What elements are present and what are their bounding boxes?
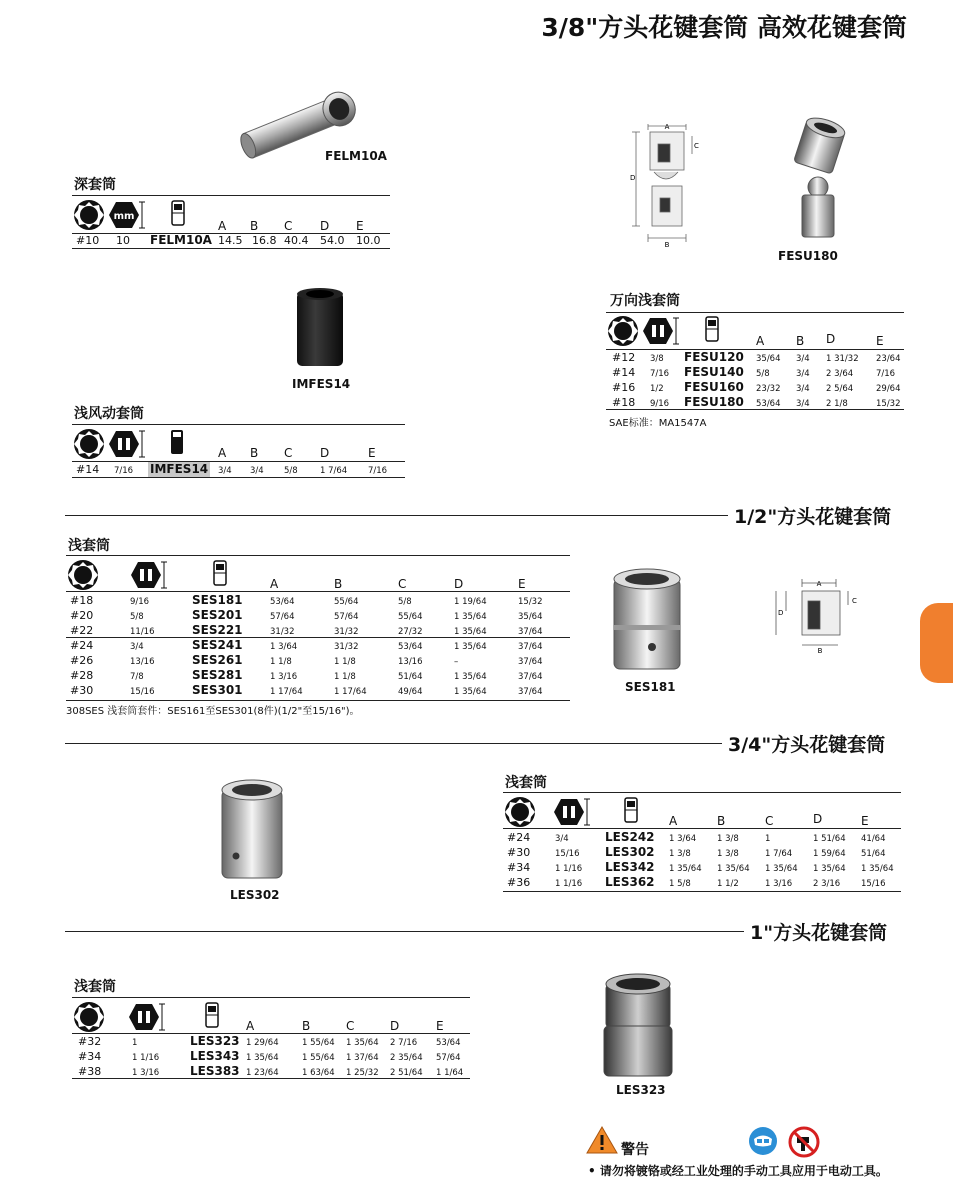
col-a: A — [756, 334, 765, 348]
svg-text:B: B — [817, 647, 823, 655]
col-c: C — [398, 577, 407, 591]
socket-icon — [704, 315, 720, 343]
section-title-half: 1/2"方头花键套筒 — [728, 502, 891, 529]
table-cell: #28 — [70, 669, 94, 682]
table-cell: 2 35/64 — [390, 1053, 423, 1063]
col-b: B — [717, 814, 726, 828]
table-cell: SES241 — [192, 638, 243, 652]
table-row: #16 1/2 FESU160 23/32 3/4 2 5/64 29/64 — [612, 380, 901, 394]
table-cell: 1 1/16 — [555, 864, 583, 874]
safety-goggles-icon — [748, 1126, 778, 1156]
table-cell: 37/64 — [518, 687, 543, 697]
svg-text:A: A — [664, 123, 670, 131]
table-row: #14 7/16 FESU140 5/8 3/4 2 3/64 7/16 — [612, 365, 896, 379]
table-cell: 13/16 — [130, 657, 155, 667]
table-cell: 13/16 — [398, 657, 423, 667]
table-cell: #24 — [507, 831, 531, 844]
table-cell: 5/8 — [130, 612, 144, 622]
table-cell: 1 35/64 — [669, 864, 702, 874]
sae-drive-icon — [108, 430, 140, 458]
table-cell: 27/32 — [398, 627, 423, 637]
table-cell: 1 35/64 — [246, 1053, 279, 1063]
table-cell: 15/16 — [130, 687, 155, 697]
table-cell: 51/64 — [398, 672, 423, 682]
universal-dimension-drawing — [626, 120, 706, 250]
dimension-marker-icon — [158, 1003, 166, 1031]
twelve-point-icon — [72, 199, 106, 231]
table-cell: 1 3/64 — [669, 834, 697, 844]
caption-fesu180: FESU180 — [778, 249, 838, 263]
svg-text:D: D — [630, 174, 636, 182]
universal-standard-note: SAE标准：MA1547A — [609, 418, 707, 429]
universal-socket-title: 万向浅套筒 — [610, 293, 680, 309]
table-cell: 1 — [132, 1038, 138, 1048]
table-cell: 1 3/16 — [132, 1068, 160, 1078]
table-cell: 31/32 — [334, 627, 359, 637]
col-e: E — [436, 1019, 444, 1033]
twelve-point-icon — [72, 428, 106, 460]
table-row — [66, 608, 570, 623]
table-cell: 1 1/2 — [717, 879, 739, 889]
table-cell: 1 35/64 — [454, 642, 487, 652]
socket-icon — [623, 796, 639, 824]
table-cell: 57/64 — [436, 1053, 461, 1063]
table-row — [66, 623, 570, 638]
table-cell: 53/64 — [398, 642, 423, 652]
impact-socket-title: 浅风动套筒 — [74, 406, 144, 422]
col-d: D — [390, 1019, 400, 1033]
table-cell: 1 29/64 — [246, 1038, 279, 1048]
table-cell: 1 1/8 — [334, 657, 356, 667]
table-row: #12 3/8 FESU120 35/64 3/4 1 31/32 23/64 — [612, 350, 901, 364]
table-row — [66, 638, 570, 653]
table-cell: #36 — [507, 876, 531, 889]
svg-text:C: C — [852, 597, 857, 605]
table-cell: 53/64 — [270, 597, 295, 607]
deep-socket-table — [72, 195, 390, 249]
twelve-point-icon — [66, 559, 100, 591]
col-a: A — [669, 814, 678, 828]
impact-socket-table — [72, 424, 405, 478]
table-cell: 1 35/64 — [861, 864, 894, 874]
table-cell: 1 37/64 — [346, 1053, 379, 1063]
universal-socket-table — [606, 312, 904, 410]
col-d: D — [826, 332, 836, 346]
sae-drive-icon — [130, 561, 162, 589]
table-cell: 1 7/64 — [765, 849, 793, 859]
table-cell: 1 25/32 — [346, 1068, 379, 1078]
twelve-point-icon — [503, 796, 537, 828]
dimension-marker-icon — [138, 201, 146, 229]
table-cell: 1 1/16 — [555, 879, 583, 889]
dimension-marker-icon — [160, 561, 168, 589]
twelve-point-icon — [72, 1001, 106, 1033]
col-a: A — [270, 577, 279, 591]
half-shallow-title: 浅套筒 — [68, 538, 110, 554]
shallow-socket-photo — [612, 565, 682, 673]
shallow-dimension-drawing — [772, 575, 864, 655]
dimension-marker-icon — [672, 317, 680, 345]
svg-text:A: A — [816, 580, 822, 588]
sae-drive-icon — [128, 1003, 160, 1031]
set-note: 308SES 浅套筒套件：SES161至SES301(8件)(1/2"至15/16")。 — [66, 706, 360, 717]
table-cell: 55/64 — [398, 612, 423, 622]
col-a: A — [218, 446, 227, 460]
table-cell: 1 5/8 — [669, 879, 691, 889]
table-cell: 53/64 — [436, 1038, 461, 1048]
socket-icon — [212, 559, 228, 587]
table-cell: 2 3/16 — [813, 879, 841, 889]
dimension-marker-icon — [583, 798, 591, 826]
table-cell: 1 3/16 — [765, 879, 793, 889]
table-cell: 15/16 — [555, 849, 580, 859]
table-cell: SES301 — [192, 683, 243, 697]
table-cell: SES181 — [192, 593, 243, 607]
table-cell: 1 63/64 — [302, 1068, 335, 1078]
table-cell: 37/64 — [518, 657, 543, 667]
table-cell: LES323 — [190, 1034, 240, 1048]
page-title: 3/8"方头花键套筒 高效花键套筒 — [541, 13, 907, 42]
table-cell: SES261 — [192, 653, 243, 667]
socket-icon — [204, 1001, 220, 1029]
table-cell: 49/64 — [398, 687, 423, 697]
col-d: D — [320, 219, 330, 233]
table-row: #14 7/16 IMFES14 3/4 3/4 5/8 1 7/64 7/16 — [76, 462, 388, 476]
table-cell: 15/32 — [518, 597, 543, 607]
table-cell: 3/4 — [130, 642, 144, 652]
col-e: E — [518, 577, 526, 591]
col-b: B — [302, 1019, 311, 1033]
impact-socket-photo — [295, 286, 345, 370]
col-b: B — [796, 334, 805, 348]
table-cell: 1 17/64 — [334, 687, 367, 697]
half-shallow-table — [66, 555, 570, 701]
side-tab-marker — [920, 603, 953, 683]
table-cell: 1 3/8 — [669, 849, 691, 859]
table-row — [503, 860, 901, 875]
col-c: C — [765, 814, 774, 828]
caption-les323: LES323 — [616, 1083, 666, 1097]
table-cell: 31/32 — [334, 642, 359, 652]
table-cell: 51/64 — [861, 849, 886, 859]
table-cell: 35/64 — [518, 612, 543, 622]
table-row — [72, 1064, 470, 1079]
table-cell: 1 3/64 — [270, 642, 298, 652]
table-cell: #22 — [70, 624, 94, 637]
table-cell: 3/4 — [555, 834, 569, 844]
table-cell: 1 1/64 — [436, 1068, 464, 1078]
table-cell: #20 — [70, 609, 94, 622]
table-cell: 1 35/64 — [813, 864, 846, 874]
table-cell: SES281 — [192, 668, 243, 682]
table-cell: 2 51/64 — [390, 1068, 423, 1078]
table-row — [66, 668, 570, 683]
svg-text:C: C — [694, 142, 699, 150]
table-cell: 1 35/64 — [765, 864, 798, 874]
table-cell: LES242 — [605, 830, 655, 844]
table-cell: 5/8 — [398, 597, 412, 607]
table-cell: LES383 — [190, 1064, 240, 1078]
table-cell: 1 35/64 — [717, 864, 750, 874]
table-cell: LES362 — [605, 875, 655, 889]
warning-icon — [586, 1126, 618, 1154]
table-cell: #26 — [70, 654, 94, 667]
table-row — [72, 1049, 470, 1064]
table-cell: 1 35/64 — [454, 612, 487, 622]
table-cell: #32 — [78, 1035, 102, 1048]
table-cell: 1 51/64 — [813, 834, 846, 844]
svg-text:D: D — [778, 609, 784, 617]
table-cell: 1 55/64 — [302, 1038, 335, 1048]
warning-title: 警告 — [621, 1142, 649, 1158]
table-cell: 1 23/64 — [246, 1068, 279, 1078]
table-cell: 1 35/64 — [454, 627, 487, 637]
col-e: E — [861, 814, 869, 828]
table-cell: 1 17/64 — [270, 687, 303, 697]
impact-socket-icon — [170, 428, 184, 456]
table-cell: LES302 — [605, 845, 655, 859]
table-cell: 15/16 — [861, 879, 886, 889]
table-cell: 37/64 — [518, 642, 543, 652]
table-cell: 1 35/64 — [454, 672, 487, 682]
table-cell: 9/16 — [130, 597, 150, 607]
table-cell: 2 7/16 — [390, 1038, 418, 1048]
table-row — [66, 593, 570, 608]
table-cell: #34 — [507, 861, 531, 874]
table-cell: 1 1/8 — [334, 672, 356, 682]
svg-text:B: B — [664, 241, 670, 249]
les323-socket-photo — [602, 972, 674, 1080]
caption-imfes14: IMFES14 — [292, 377, 351, 391]
table-cell: 1 19/64 — [454, 597, 487, 607]
col-a: A — [218, 219, 227, 233]
col-e: E — [368, 446, 376, 460]
twelve-point-icon — [606, 315, 640, 347]
table-cell: 1 — [765, 834, 771, 844]
one-shallow-title: 浅套筒 — [74, 979, 116, 995]
table-cell: #30 — [70, 684, 94, 697]
col-e: E — [356, 219, 364, 233]
table-cell: LES342 — [605, 860, 655, 874]
table-cell: 1 55/64 — [302, 1053, 335, 1063]
socket-icon — [170, 199, 186, 227]
col-b: B — [334, 577, 343, 591]
table-cell: 1 3/8 — [717, 849, 739, 859]
universal-socket-photo — [780, 115, 860, 243]
tq-shallow-table — [503, 792, 901, 892]
table-cell: 31/32 — [270, 627, 295, 637]
sae-drive-icon — [642, 317, 674, 345]
warning-text: • 请勿将镀铬或经工业处理的手动工具应用于电动工具。 — [588, 1164, 888, 1178]
tq-shallow-title: 浅套筒 — [505, 775, 547, 791]
table-row — [503, 845, 901, 860]
table-cell: 1 35/64 — [346, 1038, 379, 1048]
col-c: C — [284, 219, 293, 233]
caption-felm10a: FELM10A — [325, 149, 387, 163]
col-b: B — [250, 446, 259, 460]
table-cell: 41/64 — [861, 834, 886, 844]
table-row — [72, 1034, 470, 1049]
col-d: D — [320, 446, 330, 460]
table-cell: #18 — [70, 594, 94, 607]
table-cell: 37/64 — [518, 672, 543, 682]
table-row — [503, 875, 901, 890]
table-cell: 57/64 — [334, 612, 359, 622]
deep-socket-title: 深套筒 — [74, 177, 116, 193]
table-cell: #38 — [78, 1065, 102, 1078]
table-cell: #24 — [70, 639, 94, 652]
table-cell: 1 59/64 — [813, 849, 846, 859]
table-row: #10 10 FELM10A 14.5 16.8 40.4 54.0 10.0 — [76, 233, 381, 247]
table-cell: – — [454, 657, 459, 667]
table-cell: 57/64 — [270, 612, 295, 622]
svg-text:mm: mm — [113, 211, 135, 222]
caption-les302: LES302 — [230, 888, 280, 902]
table-cell: 1 1/8 — [270, 657, 292, 667]
table-cell: SES221 — [192, 623, 243, 637]
table-cell: 37/64 — [518, 627, 543, 637]
table-cell: 55/64 — [334, 597, 359, 607]
table-cell: 1 35/64 — [454, 687, 487, 697]
mm-drive-icon — [108, 201, 140, 229]
table-cell: 1 3/8 — [717, 834, 739, 844]
table-row — [503, 830, 901, 845]
table-cell: LES343 — [190, 1049, 240, 1063]
col-d: D — [813, 812, 823, 826]
col-c: C — [346, 1019, 355, 1033]
section-title-three-quarter: 3/4"方头花键套筒 — [722, 730, 885, 757]
table-cell: SES201 — [192, 608, 243, 622]
no-power-tool-icon — [788, 1126, 820, 1158]
table-cell: 11/16 — [130, 627, 155, 637]
les302-socket-photo — [220, 778, 284, 882]
table-row: #18 9/16 FESU180 53/64 3/4 2 1/8 15/32 — [612, 395, 901, 409]
col-b: B — [250, 219, 259, 233]
section-title-one: 1"方头花键套筒 — [744, 918, 887, 945]
dimension-marker-icon — [138, 430, 146, 458]
table-cell: #34 — [78, 1050, 102, 1063]
table-cell: #30 — [507, 846, 531, 859]
sae-drive-icon — [553, 798, 585, 826]
table-cell: 1 3/16 — [270, 672, 298, 682]
caption-ses181: SES181 — [625, 680, 676, 694]
col-e: E — [876, 334, 884, 348]
col-c: C — [284, 446, 293, 460]
col-d: D — [454, 577, 464, 591]
table-row — [66, 683, 570, 698]
col-a: A — [246, 1019, 255, 1033]
table-cell: 1 1/16 — [132, 1053, 160, 1063]
table-row — [66, 653, 570, 668]
table-cell: 7/8 — [130, 672, 144, 682]
one-shallow-table — [72, 997, 470, 1079]
